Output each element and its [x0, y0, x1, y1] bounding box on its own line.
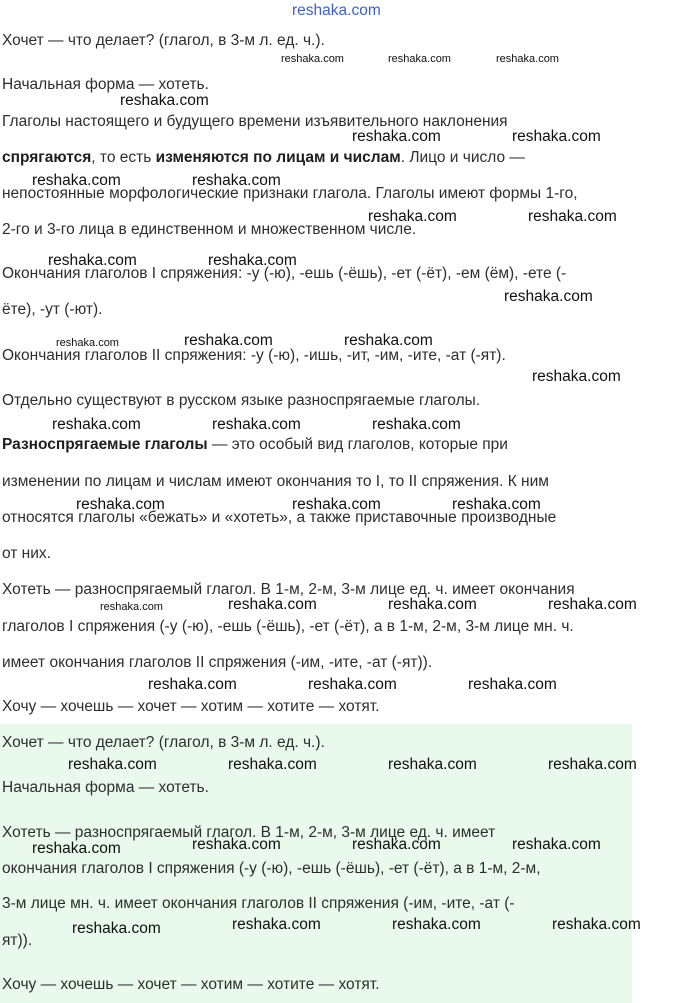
- text-line: Глаголы настоящего и будущего времени изъявительного наклонения: [2, 113, 508, 130]
- watermark: reshaka.com: [192, 172, 281, 189]
- text-line: имеет окончания глаголов II спряжения (-им, -ите, -ат (-ят)).: [2, 654, 433, 671]
- text-line: 2-го и 3-го лица в единственном и множественном числе.: [2, 221, 417, 238]
- watermark: reshaka.com: [228, 596, 317, 613]
- watermark: reshaka.com: [388, 53, 451, 65]
- watermark: reshaka.com: [281, 53, 344, 65]
- text-line: Хотеть — разноспрягаемый глагол. В 1-м, 2-м, 3-м лице ед. ч. имеет окончания: [2, 581, 575, 598]
- watermark: reshaka.com: [232, 916, 321, 933]
- watermark: reshaka.com: [192, 836, 281, 853]
- watermark: reshaka.com: [72, 920, 161, 937]
- watermark: reshaka.com: [388, 596, 477, 613]
- answer-line: Хочу — хочешь — хочет — хотим — хотите — хотят.: [2, 976, 380, 993]
- text-fragment: , то есть: [91, 149, 156, 166]
- watermark: reshaka.com: [56, 337, 119, 349]
- watermark: reshaka.com: [368, 208, 457, 225]
- text-line: непостоянные морфологические признаки глагола. Глаголы имеют формы 1-го,: [2, 185, 578, 202]
- text-line: Начальная форма — хотеть.: [2, 76, 209, 93]
- watermark: reshaka.com: [452, 496, 541, 513]
- watermark: reshaka.com: [548, 756, 637, 773]
- watermark: reshaka.com: [344, 332, 433, 349]
- text-line: Хочу — хочешь — хочет — хотим — хотите — хотят.: [2, 698, 380, 715]
- text-line: Хочет — что делает? (глагол, в 3-м л. ед. ч.).: [2, 32, 325, 49]
- watermark: reshaka.com: [532, 368, 621, 385]
- watermark: reshaka.com: [352, 836, 441, 853]
- answer-line: ят)).: [2, 932, 33, 949]
- bold-term: Разноспрягаемые глаголы: [2, 436, 208, 453]
- watermark: reshaka.com: [100, 601, 163, 613]
- answer-line: 3-м лице мн. ч. имеет окончания глаголов II спряжения (-им, -ите, -ат (-: [2, 895, 515, 912]
- bold-term: спрягаются: [2, 149, 92, 166]
- watermark: reshaka.com: [496, 53, 559, 65]
- text-line: глаголов I спряжения (-у (-ю), -ешь (-ёшь), -ет (-ёт), а в 1-м, 2-м, 3-м лице мн. ч.: [2, 618, 574, 635]
- answer-line: Хотеть — разноспрягаемый глагол. В 1-м, 2-м, 3-м лице ед. ч. имеет: [2, 824, 496, 841]
- watermark: reshaka.com: [292, 496, 381, 513]
- watermark: reshaka.com: [208, 252, 297, 269]
- text-line: Окончания глаголов I спряжения: -у (-ю), -ешь (-ёшь), -ет (-ёт), -ем (ём), -ете (-: [2, 265, 567, 282]
- watermark: reshaka.com: [68, 756, 157, 773]
- text-line: [2, 436, 508, 454]
- text-line: [2, 149, 525, 167]
- watermark: reshaka.com: [148, 676, 237, 693]
- answer-line: Хочет — что делает? (глагол, в 3-м л. ед. ч.).: [2, 734, 325, 751]
- watermark: reshaka.com: [32, 172, 121, 189]
- watermark: reshaka.com: [548, 596, 637, 613]
- watermark-top: reshaka.com: [292, 2, 381, 19]
- watermark: reshaka.com: [52, 416, 141, 433]
- watermark: reshaka.com: [308, 676, 397, 693]
- watermark: reshaka.com: [512, 836, 601, 853]
- watermark: reshaka.com: [76, 496, 165, 513]
- watermark: reshaka.com: [120, 92, 209, 109]
- watermark: reshaka.com: [388, 756, 477, 773]
- watermark: reshaka.com: [32, 840, 121, 857]
- answer-line: окончания глаголов I спряжения (-у (-ю), -ешь (-ёшь), -ет (-ёт), а в 1-м, 2-м,: [2, 860, 541, 877]
- watermark: reshaka.com: [512, 128, 601, 145]
- bold-term: изменяются по лицам и числам: [155, 149, 401, 166]
- watermark: reshaka.com: [48, 252, 137, 269]
- watermark: reshaka.com: [392, 916, 481, 933]
- text-line: изменении по лицам и числам имеют окончания то I, то II спряжения. К ним: [2, 473, 549, 490]
- watermark: reshaka.com: [184, 332, 273, 349]
- text-fragment: — это особый вид глаголов, которые при: [207, 436, 508, 453]
- text-line: Отдельно существуют в русском языке разноспрягаемые глаголы.: [2, 392, 481, 409]
- watermark: reshaka.com: [552, 916, 641, 933]
- watermark: reshaka.com: [372, 416, 461, 433]
- text-line: от них.: [2, 545, 51, 562]
- watermark: reshaka.com: [504, 288, 593, 305]
- watermark: reshaka.com: [528, 208, 617, 225]
- text-line: Окончания глаголов II спряжения: -у (-ю), -ишь, -ит, -им, -ите, -ат (-ят).: [2, 347, 506, 364]
- watermark: reshaka.com: [352, 128, 441, 145]
- watermark: reshaka.com: [468, 676, 557, 693]
- text-line: относятся глаголы «бежать» и «хотеть», а также приставочные производные: [2, 509, 557, 526]
- watermark: reshaka.com: [212, 416, 301, 433]
- text-line: ёте), -ут (-ют).: [2, 301, 103, 318]
- answer-line: Начальная форма — хотеть.: [2, 779, 209, 796]
- watermark: reshaka.com: [228, 756, 317, 773]
- text-fragment: . Лицо и число —: [400, 149, 525, 166]
